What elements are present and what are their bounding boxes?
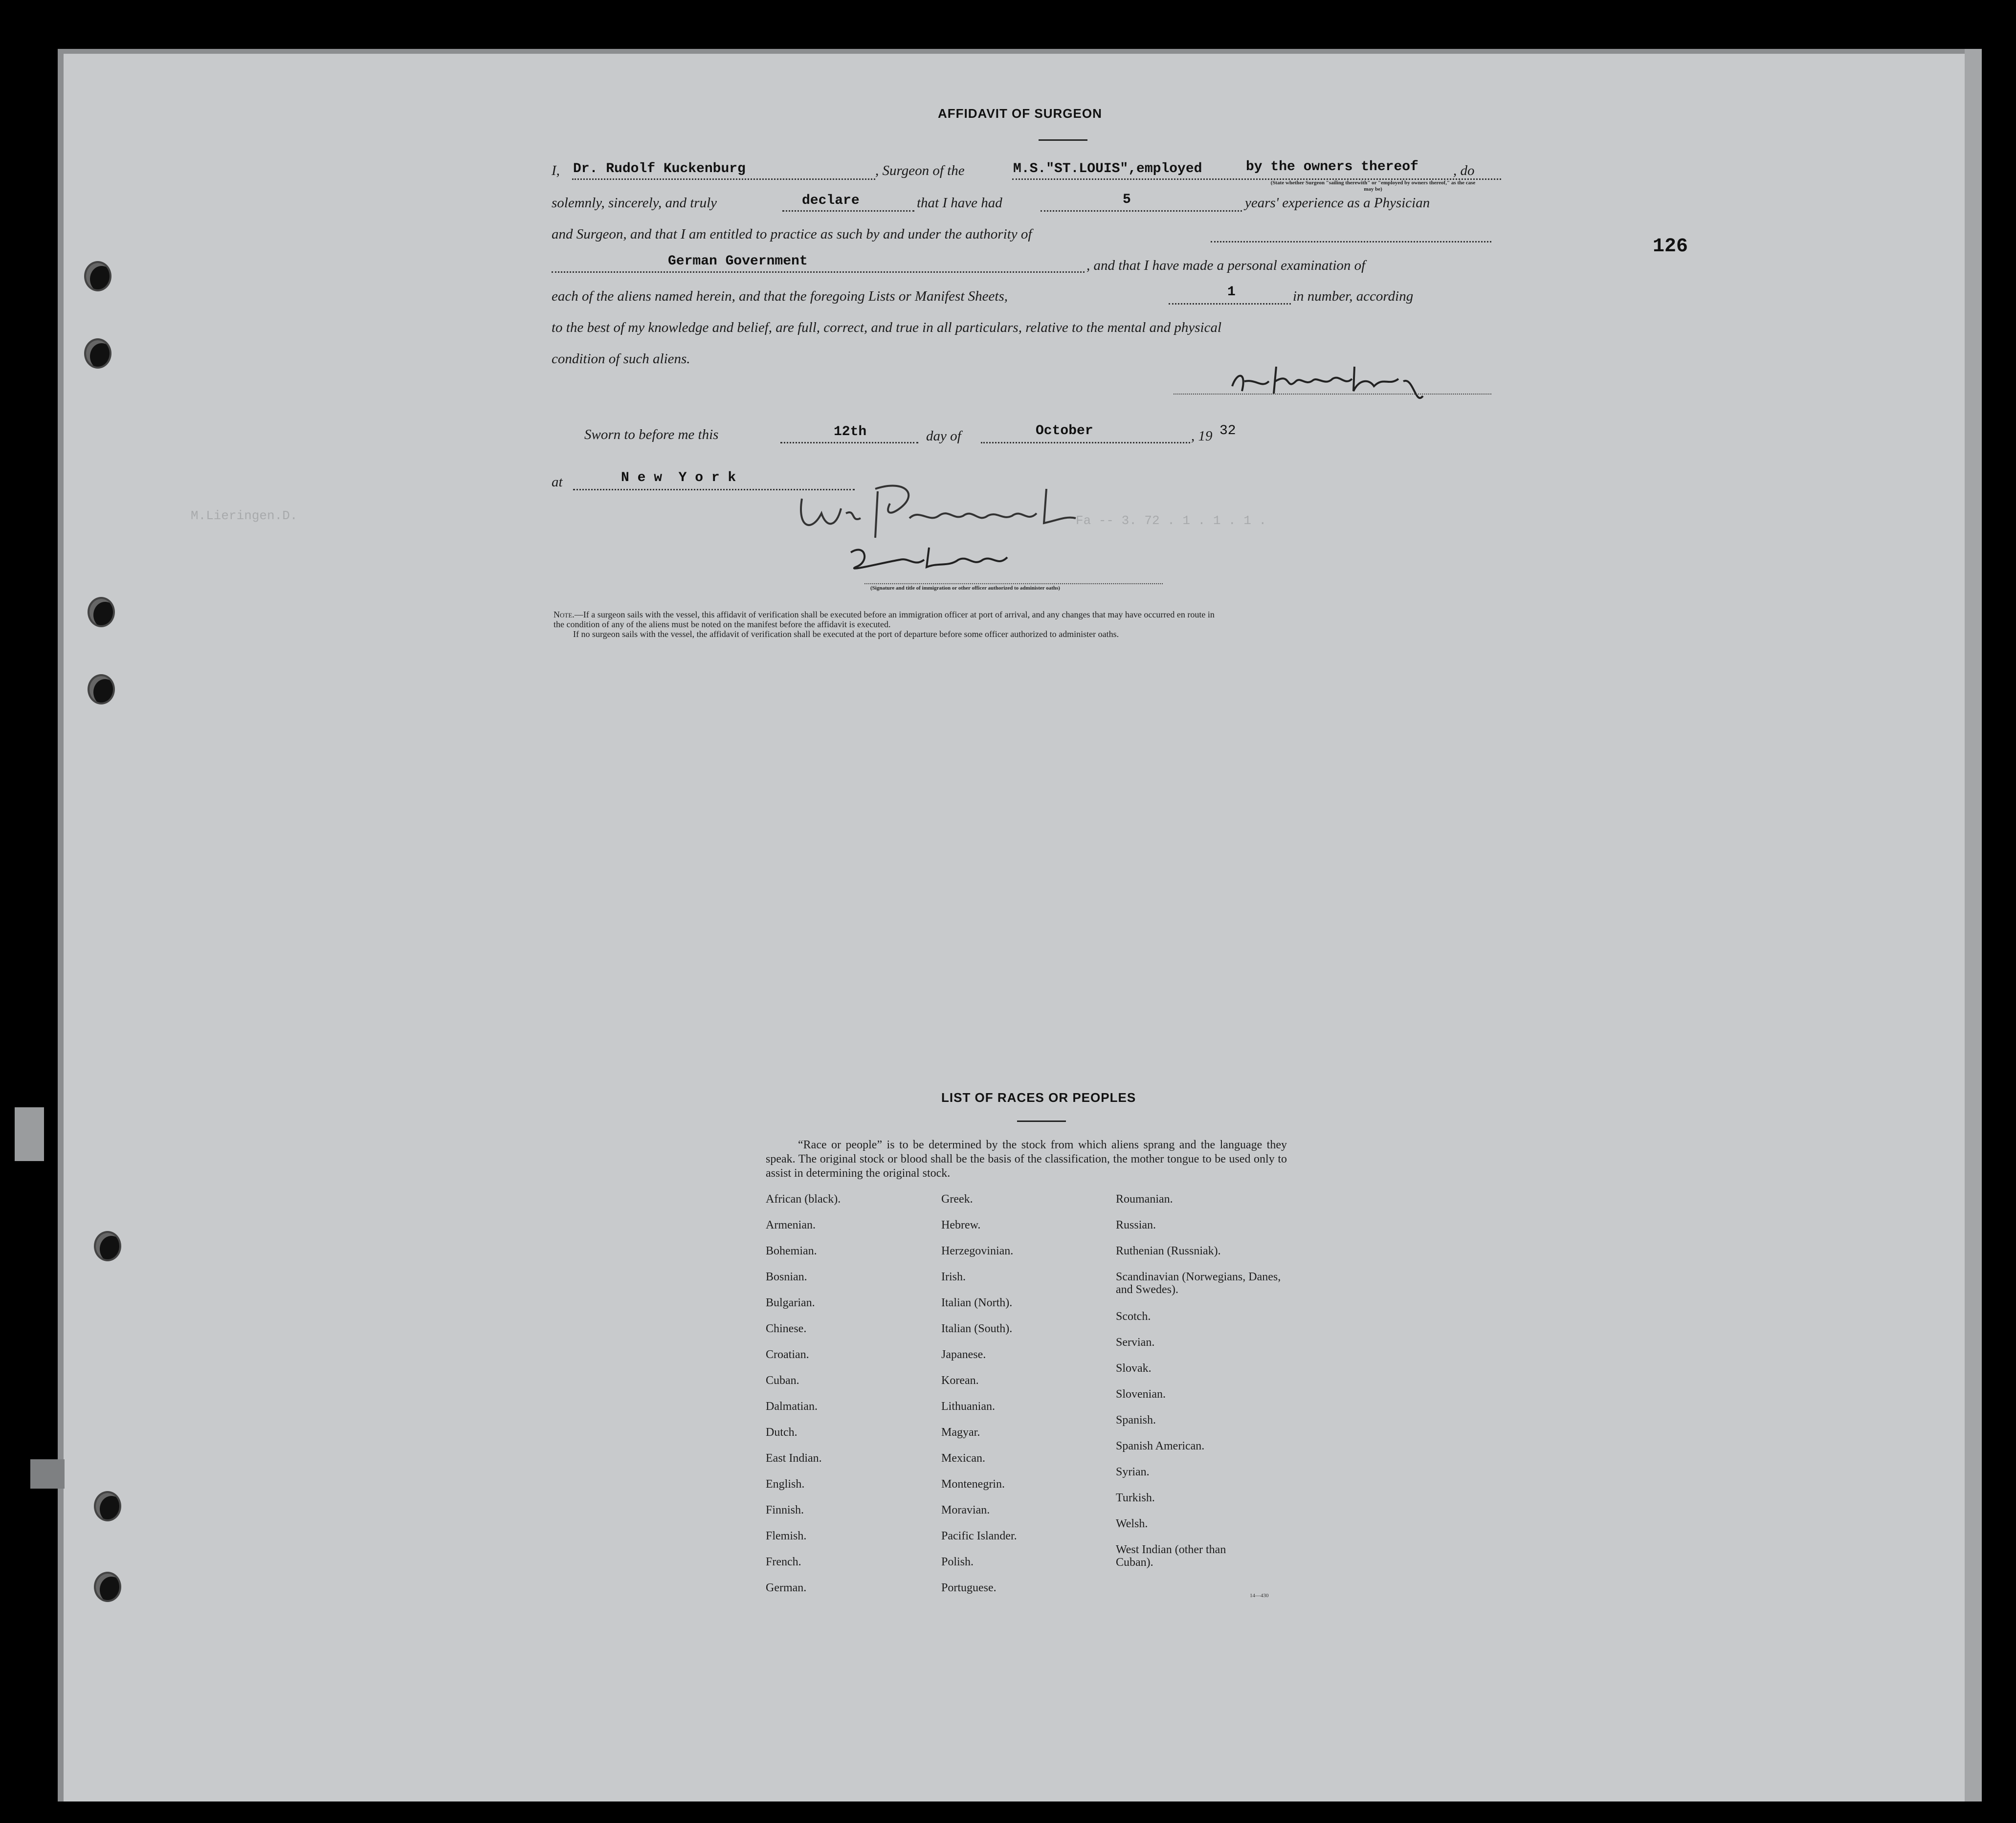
race-item: Herzegovinian. xyxy=(941,1245,1014,1257)
race-item: Moravian. xyxy=(941,1504,990,1516)
page-right-edge xyxy=(1965,49,1982,1801)
races-column-2 xyxy=(941,1193,1103,1607)
month-value: October xyxy=(1036,423,1093,439)
vessel-value: M.S."ST.LOUIS",employed xyxy=(1013,161,1202,176)
race-item: Chinese. xyxy=(766,1322,807,1335)
employment-value: by the owners thereof xyxy=(1246,159,1418,175)
race-item: Bosnian. xyxy=(766,1271,807,1283)
race-item: Portuguese. xyxy=(941,1581,997,1594)
race-item: Slovak. xyxy=(1116,1362,1152,1375)
race-item: West Indian (other than Cuban). xyxy=(1116,1543,1226,1569)
note-line-2: the condition of any of the aliens must be noted on the manifest before the affidavit is executed. xyxy=(554,619,891,629)
race-item: Japanese. xyxy=(941,1348,986,1361)
binding-tab xyxy=(15,1107,44,1161)
binder-hole xyxy=(96,1574,119,1600)
race-item: Spanish American. xyxy=(1116,1440,1205,1452)
sheets-line xyxy=(1169,303,1291,305)
state-whether-note: (State whether Surgeon "sailing therewith" or "employed by owners thereof," as the case may be) xyxy=(1270,180,1476,192)
surgeon-of-label: , Surgeon of the xyxy=(875,163,965,178)
sworn-label: Sworn to before me this xyxy=(584,427,719,442)
binder-hole xyxy=(96,1233,119,1259)
bleed-through-text: M.Lieringen.D. xyxy=(191,508,298,523)
examination-label: , and that I have made a personal examination of xyxy=(1086,258,1366,273)
races-title: LIST OF RACES OR PEOPLES xyxy=(941,1090,1136,1105)
surgeon-name-value: Dr. Rudolf Kuckenburg xyxy=(573,161,746,176)
race-item: Cuban. xyxy=(766,1374,799,1387)
binder-hole xyxy=(89,676,113,703)
condition-text: condition of such aliens. xyxy=(552,351,690,367)
binder-hole xyxy=(86,263,110,289)
bleed-through-text: Fa -- 3. 72 . 1 . 1 . 1 . xyxy=(1076,513,1267,528)
race-item: Bohemian. xyxy=(766,1245,817,1257)
surgeon-name-line xyxy=(572,178,875,180)
year-prefix: , 19 xyxy=(1191,428,1213,444)
race-item: Italian (South). xyxy=(941,1322,1013,1335)
race-item: Spanish. xyxy=(1116,1414,1156,1427)
races-column-1 xyxy=(766,1193,927,1607)
officer-caption: (Signature and title of immigration or other officer authorized to administer oaths) xyxy=(870,585,1060,591)
note-line-1 xyxy=(554,610,1215,619)
form-number: 14—430 xyxy=(1250,1593,1269,1599)
surgeon-authority-text: and Surgeon, and that I am entitled to practice as such by and under the authority of xyxy=(552,226,1032,242)
races-column-3 xyxy=(1116,1193,1292,1583)
note-label: Note. xyxy=(554,610,575,619)
race-item: Flemish. xyxy=(766,1530,807,1542)
that-had-label: that I have had xyxy=(917,195,1002,211)
at-label: at xyxy=(552,474,563,490)
officer-signature-line xyxy=(864,583,1163,584)
race-item: Hebrew. xyxy=(941,1219,981,1231)
race-item: Dutch. xyxy=(766,1426,798,1439)
in-number-label: in number, according xyxy=(1293,288,1414,304)
race-item: Bulgarian. xyxy=(766,1296,815,1309)
race-item: Roumanian. xyxy=(1116,1193,1173,1206)
race-item: Welsh. xyxy=(1116,1517,1148,1530)
year-suffix: 32 xyxy=(1219,423,1236,439)
page-left-edge xyxy=(58,49,64,1801)
race-item: Irish. xyxy=(941,1271,966,1283)
race-item: Italian (North). xyxy=(941,1296,1013,1309)
race-item: Montenegrin. xyxy=(941,1478,1005,1491)
do-label: , do xyxy=(1453,163,1475,178)
race-item: French. xyxy=(766,1556,801,1568)
surgeon-signature xyxy=(1227,352,1452,416)
affidavit-title: AFFIDAVIT OF SURGEON xyxy=(938,106,1102,121)
note-text-1: —If a surgeon sails with the vessel, this affidavit of verification shall be executed before an immigration officer at port of arrival, and any changes that may have occurred en route in xyxy=(574,610,1215,619)
race-item: Lithuanian. xyxy=(941,1400,995,1413)
day-line xyxy=(780,442,918,443)
authority-line-1 xyxy=(1211,241,1491,242)
race-item: Scotch. xyxy=(1116,1310,1151,1323)
race-item: Pacific Islander. xyxy=(941,1530,1017,1542)
solemnly-label: solemnly, sincerely, and truly xyxy=(552,195,717,211)
races-title-underline xyxy=(1017,1120,1066,1122)
race-item: English. xyxy=(766,1478,805,1491)
race-item: Polish. xyxy=(941,1556,974,1568)
officer-signature xyxy=(792,469,1144,587)
place-value: N e w Y o r k xyxy=(621,470,736,485)
years-value: 5 xyxy=(1123,192,1131,207)
authority-value: German Government xyxy=(668,254,808,269)
race-item: Syrian. xyxy=(1116,1466,1150,1478)
races-intro: “Race or people” is to be determined by the stock from which aliens sprang and the language they speak. The original stock or blood shall be the basis of the classification, the mother tongue to be used only to assist in determining the original stock. xyxy=(766,1139,1287,1180)
note-line-3: If no surgeon sails with the vessel, the affidavit of verification shall be executed at the port of departure before some officer authorized to administer oaths. xyxy=(573,629,1119,639)
month-line xyxy=(981,442,1190,443)
race-item: Turkish. xyxy=(1116,1492,1155,1504)
race-item: Russian. xyxy=(1116,1219,1156,1231)
surgeon-signature-line xyxy=(1174,394,1491,395)
authority-line-2 xyxy=(552,271,1085,273)
race-item: Servian. xyxy=(1116,1336,1155,1349)
knowledge-text: to the best of my knowledge and belief, are full, correct, and true in all particulars, relative to the mental and physical xyxy=(552,320,1222,335)
race-item: German. xyxy=(766,1581,807,1594)
binder-hole xyxy=(96,1493,119,1519)
i-label: I, xyxy=(552,163,560,178)
race-item: Croatian. xyxy=(766,1348,809,1361)
title-underline xyxy=(1039,139,1087,141)
declare-value: declare xyxy=(802,193,860,208)
race-item: Ruthenian (Russniak). xyxy=(1116,1245,1221,1257)
race-item: Mexican. xyxy=(941,1452,985,1465)
sheets-value: 1 xyxy=(1227,285,1236,300)
aliens-text: each of the aliens named herein, and that the foregoing Lists or Manifest Sheets, xyxy=(552,288,1008,304)
race-item: East Indian. xyxy=(766,1452,822,1465)
race-item: Korean. xyxy=(941,1374,979,1387)
day-value: 12th xyxy=(834,424,867,439)
race-item: Scandinavian (Norwegians, Danes, and Swedes). xyxy=(1116,1271,1281,1296)
race-item: Armenian. xyxy=(766,1219,816,1231)
years-line xyxy=(1041,210,1242,212)
binding-tab xyxy=(30,1459,65,1489)
race-item: Finnish. xyxy=(766,1504,804,1516)
race-item: Magyar. xyxy=(941,1426,980,1439)
page-number: 126 xyxy=(1653,236,1688,258)
binder-hole xyxy=(86,340,110,367)
years-label: years' experience as a Physician xyxy=(1245,195,1430,211)
binder-hole xyxy=(89,599,113,625)
declare-line xyxy=(782,210,914,212)
race-item: African (black). xyxy=(766,1193,841,1206)
race-item: Slovenian. xyxy=(1116,1388,1166,1401)
race-item: Dalmatian. xyxy=(766,1400,818,1413)
race-item: Greek. xyxy=(941,1193,973,1206)
page-top-edge xyxy=(58,49,1982,54)
day-of-label: day of xyxy=(926,428,961,444)
